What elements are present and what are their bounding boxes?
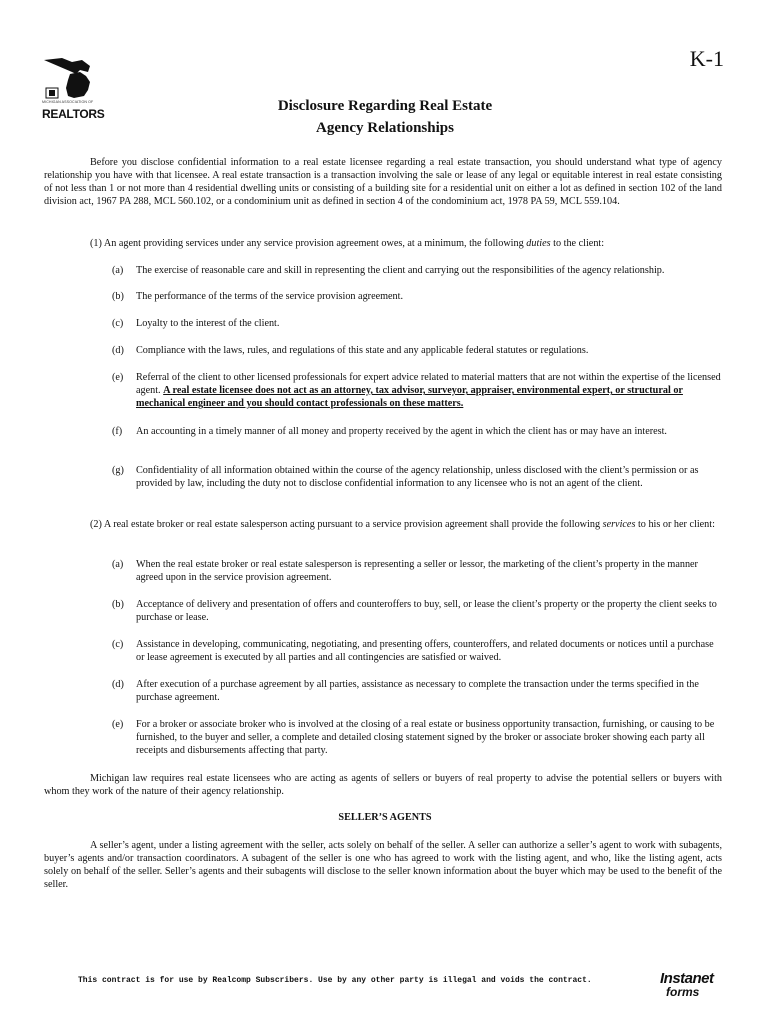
section2-item-d: [112, 678, 722, 704]
section1-item-g: [112, 464, 722, 490]
section1-item-b: [112, 290, 722, 303]
michigan-map-icon: [42, 56, 98, 100]
item-label: (f): [112, 426, 123, 437]
section2-lead: [44, 518, 722, 531]
item-text: Loyalty to the interest of the client.: [136, 318, 280, 329]
item-text: Assistance in developing, communicating, negotiating, and presenting offers, counteroffers, and related documents or notices until a purchase or lease agreement is executed by all parties and all contingencies are satisfied or waived.: [136, 639, 714, 663]
sellers-agents-text: A seller’s agent, under a listing agreement with the seller, acts solely on behalf of the seller. A seller can authorize a seller’s agent to work with subagents, buyer’s agents and/or transaction coordinators. A subagent of the seller is one who has agreed to work with the listing agent, and who, like the listing agent, acts solely on behalf of the seller. Seller’s agents and their subagents will disclose to the seller known information about the buyer which may be used to the benefit of the seller.: [44, 840, 722, 890]
title-line-1: Disclosure Regarding Real Estate: [277, 98, 493, 114]
section2-item-c: [112, 638, 722, 664]
item-label: (a): [112, 265, 124, 276]
item-label: (e): [112, 372, 124, 383]
item-text: Referral of the client to other licensed professionals for expert advice related to material matters that are not within the expertise of the licensed agent.: [136, 372, 721, 396]
document-title: [0, 95, 770, 139]
intro-text: Before you disclose confidential information to a real estate licensee regarding a real estate transaction, you should understand what type of agency relationship you have with that licensee. A real estate transaction is a transaction involving the sale or lease of any legal or equitable interest in real estate consisting of not less than 1 or not more than 4 residential dwelling units or consisting of a building site for a residential unit on either a lot as defined in section 102 of the land division act, 1967 PA 288, MCL 560.102, or a condominium unit as defined in section 4 of the condominium act, 1978 PA 59, MCL 559.104.: [44, 157, 722, 207]
section1-item-e: [112, 371, 722, 410]
section1-lead-text: (1) An agent providing services under any service provision agreement owes, at a minimum, the following: [90, 238, 527, 249]
michigan-law-text: Michigan law requires real estate licensees who are acting as agents of sellers or buyers of real property to advise the potential sellers or buyers with whom they work of the nature of their agency relationship.: [44, 773, 722, 797]
item-text: The exercise of reasonable care and skill in representing the client and carrying out the responsibilities of the agency relationship.: [136, 265, 665, 276]
item-text: For a broker or associate broker who is involved at the closing of a real estate or business opportunity transaction, furnishing, or causing to be furnished, to the buyer and seller, a complete and detailed closing statement signed by the broker or associate broker showing each party all receipts and disbursements affecting that party.: [136, 719, 715, 756]
item-label: (g): [112, 465, 124, 476]
item-label: (b): [112, 599, 124, 610]
section1-lead-duties: duties: [526, 238, 551, 249]
brand-line-2: forms: [666, 985, 700, 999]
item-label: (c): [112, 639, 124, 650]
section2-item-b: [112, 598, 722, 624]
item-text: The performance of the terms of the service provision agreement.: [136, 291, 404, 302]
instanet-forms-logo: [660, 972, 732, 1002]
item-label: (a): [112, 559, 124, 570]
title-line-2: Agency Relationships: [316, 120, 454, 136]
michigan-law-paragraph: [44, 772, 722, 798]
licensee-warning: A real estate licensee does not act as an attorney, tax advisor, surveyor, appraiser, environmental expert, or structural or mechanical engineer and you should contact professionals on these matters.: [136, 385, 683, 409]
section2-item-a: [112, 558, 722, 584]
section1-item-c: [112, 317, 722, 330]
item-label: (c): [112, 318, 124, 329]
item-label: (d): [112, 345, 124, 356]
section1-item-d: [112, 344, 722, 357]
section2-item-e: [112, 718, 722, 757]
item-text: After execution of a purchase agreement by all parties, assistance as necessary to complete the transaction under the terms specified in the purchase agreement.: [136, 679, 699, 703]
item-label: (d): [112, 679, 124, 690]
section2-lead-text: (2) A real estate broker or real estate salesperson acting pursuant to a service provision agreement shall provide the following: [90, 519, 603, 530]
section2-lead-services: services: [602, 519, 636, 530]
section1-item-a: [112, 264, 722, 277]
footer-notice: This contract is for use by Realcomp Subscribers. Use by any other party is illegal and voids the contract.: [78, 976, 592, 985]
logo-wordmark: REALTORS: [42, 107, 105, 121]
intro-paragraph: [44, 156, 722, 208]
item-label: (b): [112, 291, 124, 302]
section2-lead-tail: to his or her client:: [635, 519, 715, 530]
section1-lead-tail: to the client:: [550, 238, 605, 249]
item-text: Compliance with the laws, rules, and regulations of this state and any applicable federal statutes or regulations.: [136, 345, 589, 356]
form-id: K-1: [689, 46, 724, 71]
section1-item-f: [112, 425, 722, 438]
sellers-agents-paragraph: [44, 839, 722, 891]
section1-lead: [44, 237, 722, 250]
brand-line-1: Instanet: [660, 970, 714, 987]
item-text: An accounting in a timely manner of all money and property received by the agent in which the client has or may have an interest.: [136, 426, 667, 437]
sellers-agents-heading: SELLER’S AGENTS: [338, 812, 432, 823]
item-text: Acceptance of delivery and presentation of offers and counteroffers to buy, sell, or lease the client’s property or the property the client seeks to purchase or lease.: [136, 599, 717, 623]
item-label: (e): [112, 719, 124, 730]
item-text: Confidentiality of all information obtained within the course of the agency relationship, unless disclosed with the client’s permission or as provided by law, including the duty not to disclose confidential information to any licensee who is not an agent of the client.: [136, 465, 699, 489]
logo-subtitle: MICHIGAN ASSOCIATION OF: [42, 100, 94, 104]
item-text: When the real estate broker or real estate salesperson is representing a seller or lessor, the marketing of the client’s property in the manner agreed upon in the service provision agreement.: [136, 559, 698, 583]
